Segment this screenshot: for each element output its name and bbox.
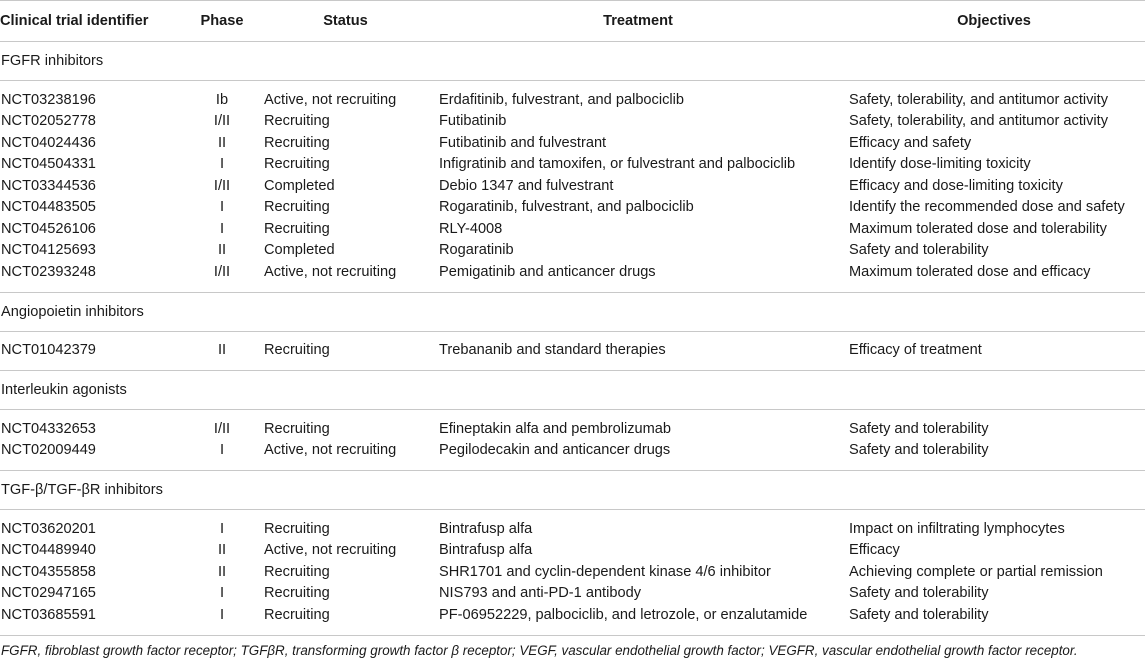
section-title: TGF-β/TGF-βR inhibitors <box>0 471 1145 510</box>
table-footnote: FGFR, fibroblast growth factor receptor; TGFβR, transforming growth factor β receptor; VEGF, vascular endothelial growth factor; VEGFR, vascular endothelial growth factor receptor. <box>1 642 1078 658</box>
trial-identifier-cell: NCT04125693 <box>1 242 96 259</box>
phase-cell: I <box>219 156 225 173</box>
phase-cell: I <box>219 606 225 623</box>
objectives-cell: Efficacy and dose-limiting toxicity <box>849 177 1063 194</box>
trial-identifier-cell: NCT04526106 <box>1 220 96 237</box>
treatment-cell: Debio 1347 and fulvestrant <box>439 177 614 194</box>
treatment-cell: Futibatinib <box>439 113 507 130</box>
table-body <box>0 42 1145 636</box>
section-header-row <box>0 471 1145 510</box>
status-cell: Recruiting <box>264 520 330 537</box>
table-row <box>0 418 1145 440</box>
phase-cell: Ib <box>215 91 229 108</box>
objectives-cell: Safety and tolerability <box>849 242 989 259</box>
status-cell: Recruiting <box>264 585 330 602</box>
table-row <box>0 261 1145 283</box>
table-row <box>0 240 1145 262</box>
status-cell: Recruiting <box>264 342 330 359</box>
trial-identifier-cell: NCT04024436 <box>1 134 96 151</box>
table-row <box>0 561 1145 583</box>
phase-cell: I/II <box>213 420 231 437</box>
trial-identifier-cell: NCT04332653 <box>1 420 96 437</box>
phase-cell: I/II <box>213 177 231 194</box>
treatment-cell: Rogaratinib, fulvestrant, and palbociclib <box>439 199 694 216</box>
spacer-row <box>0 510 1145 519</box>
objectives-cell: Impact on infiltrating lymphocytes <box>849 520 1065 537</box>
objectives-cell: Safety and tolerability <box>849 585 989 602</box>
status-cell: Active, not recruiting <box>264 442 397 459</box>
treatment-cell: Erdafitinib, fulvestrant, and palbociclib <box>439 91 684 108</box>
objectives-cell: Safety, tolerability, and antitumor activity <box>849 113 1109 130</box>
objectives-cell: Efficacy <box>849 542 900 559</box>
objectives-cell: Efficacy of treatment <box>849 342 982 359</box>
header-objectives: Objectives <box>843 1 1145 42</box>
status-cell: Recruiting <box>264 199 330 216</box>
table-row <box>0 540 1145 562</box>
treatment-cell: Bintrafusp alfa <box>439 542 533 559</box>
trial-identifier-cell: NCT03685591 <box>1 606 96 623</box>
table-row <box>0 132 1145 154</box>
table-row <box>0 175 1145 197</box>
objectives-cell: Safety, tolerability, and antitumor activity <box>849 91 1109 108</box>
treatment-cell: RLY-4008 <box>439 220 503 237</box>
table-row <box>0 604 1145 626</box>
section-header-row <box>0 371 1145 410</box>
treatment-cell: Efineptakin alfa and pembrolizumab <box>439 420 672 437</box>
status-cell: Recruiting <box>264 563 330 580</box>
table-row <box>0 440 1145 462</box>
table-row <box>0 340 1145 362</box>
status-cell: Recruiting <box>264 113 330 130</box>
treatment-cell: Futibatinib and fulvestrant <box>439 134 607 151</box>
objectives-cell: Safety and tolerability <box>849 420 989 437</box>
spacer-row <box>0 626 1145 636</box>
status-cell: Recruiting <box>264 134 330 151</box>
objectives-cell: Maximum tolerated dose and tolerability <box>849 220 1107 237</box>
phase-cell: I <box>219 520 225 537</box>
spacer-row <box>0 331 1145 340</box>
section-header-row <box>0 42 1145 81</box>
header-treatment: Treatment <box>433 1 843 42</box>
status-cell: Active, not recruiting <box>264 91 397 108</box>
objectives-cell: Safety and tolerability <box>849 442 989 459</box>
status-cell: Recruiting <box>264 156 330 173</box>
trial-identifier-cell: NCT03620201 <box>1 520 96 537</box>
phase-cell: II <box>217 134 227 151</box>
phase-cell: I <box>219 585 225 602</box>
section-title: Angiopoietin inhibitors <box>0 292 1145 331</box>
objectives-cell: Identify the recommended dose and safety <box>849 199 1125 216</box>
treatment-cell: Pemigatinib and anticancer drugs <box>439 263 656 280</box>
section-title: FGFR inhibitors <box>0 42 1145 81</box>
objectives-cell: Identify dose-limiting toxicity <box>849 156 1031 173</box>
phase-cell: I <box>219 199 225 216</box>
treatment-cell: NIS793 and anti-PD-1 antibody <box>439 585 642 602</box>
trial-identifier-cell: NCT02393248 <box>1 263 96 280</box>
header-status: Status <box>258 1 433 42</box>
table-row <box>0 89 1145 111</box>
spacer-row <box>0 81 1145 90</box>
treatment-cell: SHR1701 and cyclin-dependent kinase 4/6 inhibitor <box>439 563 771 580</box>
phase-cell: I/II <box>213 263 231 280</box>
objectives-cell: Safety and tolerability <box>849 606 989 623</box>
phase-cell: I/II <box>213 113 231 130</box>
treatment-cell: Bintrafusp alfa <box>439 520 533 537</box>
spacer-row <box>0 361 1145 371</box>
table-row <box>0 197 1145 219</box>
section-title: Interleukin agonists <box>0 371 1145 410</box>
trial-identifier-cell: NCT01042379 <box>1 342 96 359</box>
trial-identifier-cell: NCT02947165 <box>1 585 96 602</box>
spacer-row <box>0 283 1145 293</box>
trial-identifier-cell: NCT02009449 <box>1 442 96 459</box>
phase-cell: I <box>219 220 225 237</box>
trial-identifier-cell: NCT04504331 <box>1 156 96 173</box>
table-row <box>0 111 1145 133</box>
header-phase: Phase <box>186 1 258 42</box>
objectives-cell: Achieving complete or partial remission <box>849 563 1103 580</box>
status-cell: Recruiting <box>264 420 330 437</box>
treatment-cell: Pegilodecakin and anticancer drugs <box>439 442 671 459</box>
objectives-cell: Efficacy and safety <box>849 134 972 151</box>
phase-cell: II <box>217 563 227 580</box>
table-row <box>0 518 1145 540</box>
spacer-row <box>0 410 1145 419</box>
spacer-row <box>0 461 1145 471</box>
objectives-cell: Maximum tolerated dose and efficacy <box>849 263 1091 280</box>
phase-cell: I <box>219 442 225 459</box>
trial-identifier-cell: NCT04355858 <box>1 563 96 580</box>
treatment-cell: Rogaratinib <box>439 242 514 259</box>
table-header <box>0 1 1145 42</box>
phase-cell: II <box>217 242 227 259</box>
status-cell: Active, not recruiting <box>264 542 397 559</box>
trial-identifier-cell: NCT02052778 <box>1 113 96 130</box>
trial-identifier-cell: NCT04489940 <box>1 542 96 559</box>
treatment-cell: Infigratinib and tamoxifen, or fulvestrant and palbociclib <box>439 156 796 173</box>
trial-identifier-cell: NCT03344536 <box>1 177 96 194</box>
header-identifier: Clinical trial identifier <box>0 1 186 42</box>
table-row <box>0 218 1145 240</box>
section-header-row <box>0 292 1145 331</box>
table-row <box>0 583 1145 605</box>
table-row <box>0 154 1145 176</box>
status-cell: Active, not recruiting <box>264 263 397 280</box>
status-cell: Completed <box>264 242 335 259</box>
treatment-cell: PF-06952229, palbociclib, and letrozole, or enzalutamide <box>439 606 808 623</box>
phase-cell: II <box>217 542 227 559</box>
trial-identifier-cell: NCT03238196 <box>1 91 96 108</box>
treatment-cell: Trebananib and standard therapies <box>439 342 666 359</box>
status-cell: Recruiting <box>264 220 330 237</box>
status-cell: Completed <box>264 177 335 194</box>
trial-identifier-cell: NCT04483505 <box>1 199 96 216</box>
phase-cell: II <box>217 342 227 359</box>
status-cell: Recruiting <box>264 606 330 623</box>
